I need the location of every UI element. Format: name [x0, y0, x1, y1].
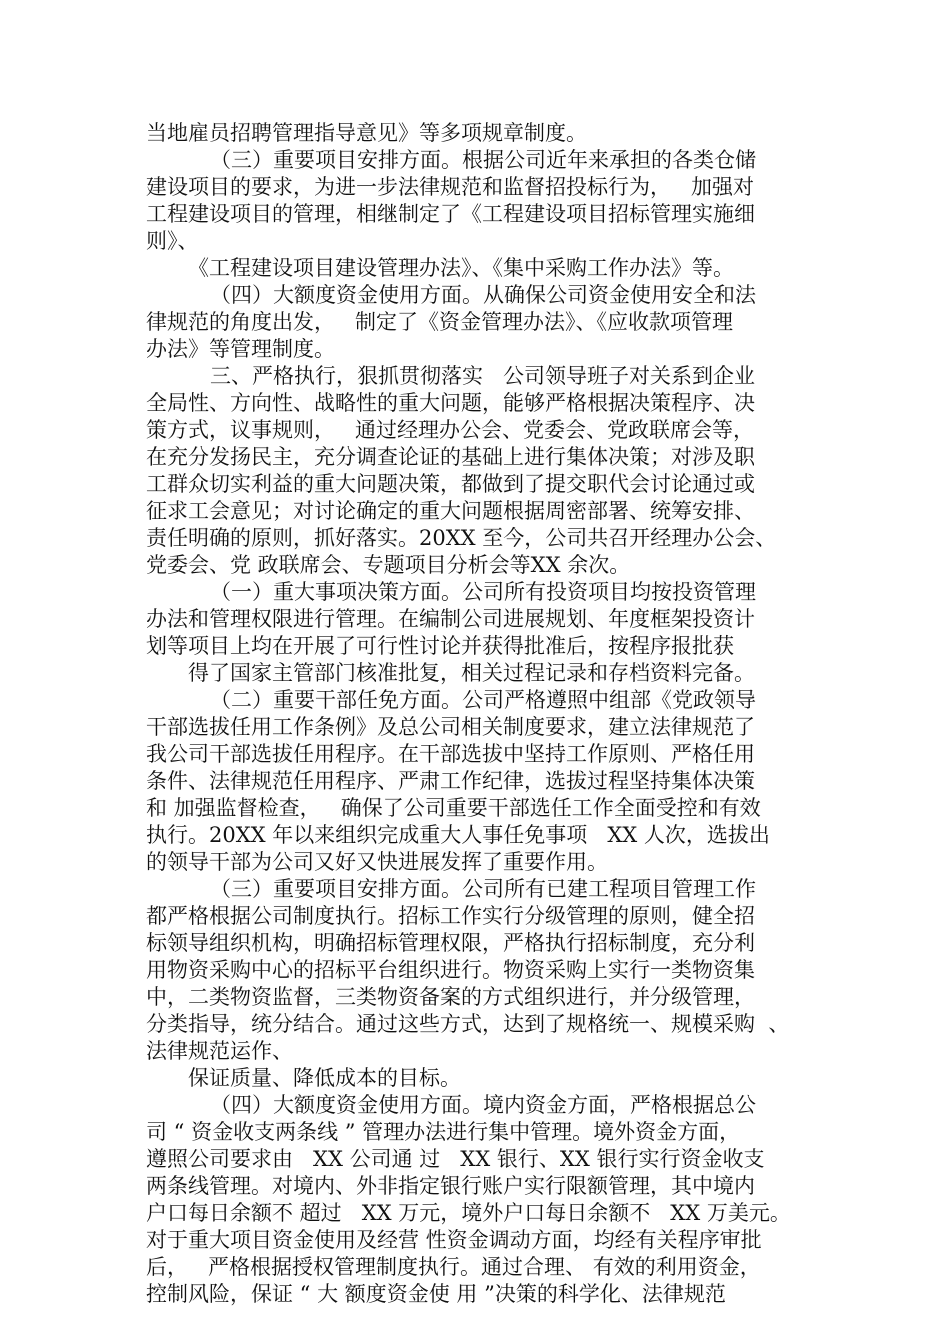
text-line: 控制风险，保证 “ 大 额度资金使 用 ”决策的科学化、法律规范 — [146, 1282, 726, 1306]
text-line: 则》、 — [146, 229, 199, 253]
text-line: （三）重要项目安排方面。公司所有已建工程项目管理工作 — [210, 877, 756, 901]
text-line: （三）重要项目安排方面。根据公司近年来承担的各类仓储 — [210, 148, 756, 172]
text-line: 和 加强监督检查， 确保了公司重要干部选任工作全面受控和有效 — [146, 796, 761, 820]
text-line: 都严格根据公司制度执行。招标工作实行分级管理的原则，健全招 — [146, 904, 755, 928]
text-line: 遵照公司要求由 XX 公司通 过 XX 银行、XX 银行实行资金收支 — [146, 1147, 765, 1171]
text-line: 三、严格执行，狠抓贯彻落实 公司领导班子对关系到企业 — [210, 364, 756, 388]
text-line: 分类指导，统分结合。通过这些方式，达到了规格统一、规模采购 、 — [146, 1012, 790, 1036]
text-line: 法律规范运作、 — [146, 1039, 293, 1063]
text-line: 标领导组织机构，明确招标管理权限，严格执行招标制度，充分利 — [146, 931, 755, 955]
text-line: 保证质量、降低成本的目标。 — [188, 1066, 461, 1090]
text-line: 策方式，议事规则， 通过经理办公会、党委会、党政联席会等， — [146, 418, 755, 442]
text-line: 的领导干部为公司又好又快进展发挥了重要作用。 — [146, 850, 608, 874]
text-line: 司 “ 资金收支两条线 ” 管理办法进行集中管理。境外资金方面， — [146, 1120, 741, 1144]
text-line: 律规范的角度出发， 制定了《资金管理办法》、《应收款项管理 — [146, 310, 734, 334]
text-line: 在充分发扬民主，充分调查论证的基础上进行集体决策；对涉及职 — [146, 445, 755, 469]
text-line: 建设项目的要求，为进一步法律规范和监督招投标行为， 加强对 — [146, 175, 755, 199]
text-line: 划等项目上均在开展了可行性讨论并获得批准后，按程序报批获 — [146, 634, 734, 658]
text-line: 工程建设项目的管理，相继制定了《工程建设项目招标管理实施细 — [146, 202, 755, 226]
text-line: 得了国家主管部门核准批复，相关过程记录和存档资料完备。 — [188, 661, 755, 685]
text-line: （四）大额度资金使用方面。境内资金方面，严格根据总公 — [210, 1093, 756, 1117]
text-line: 当地雇员招聘管理指导意见》等多项规章制度。 — [146, 121, 587, 145]
text-line: 后， 严格根据授权管理制度执行。通过合理、 有效的利用资金， — [146, 1255, 761, 1279]
text-line: 党委会、党 政联席会、专题项目分析会等XX 余次。 — [146, 553, 631, 577]
text-line: 我公司干部选拔任用程序。在干部选拔中坚持工作原则、严格任用 — [146, 742, 755, 766]
text-line: 责任明确的原则，抓好落实。20XX 至今，公司共召开经理办公会、 — [146, 526, 777, 550]
text-line: 《工程建设项目建设管理办法》、《集中采购工作办法》等。 — [188, 256, 734, 280]
text-line: 执行。20XX 年以来组织完成重大人事任免事项 XX 人次，选拔出 — [146, 823, 770, 847]
text-line: 全局性、方向性、战略性的重大问题，能够严格根据决策程序、决 — [146, 391, 755, 415]
text-line: 用物资采购中心的招标平台组织进行。物资采购上实行一类物资集 — [146, 958, 755, 982]
text-line: 工群众切实利益的重大问题决策，都做到了提交职代会讨论通过或 — [146, 472, 755, 496]
text-line: 办法》等管理制度。 — [146, 337, 335, 361]
text-line: 办法和管理权限进行管理。在编制公司进展规划、年度框架投资计 — [146, 607, 755, 631]
text-line: 户口每日余额不 超过 XX 万元，境外户口每日余额不 XX 万美元。 — [146, 1201, 791, 1225]
text-line: （一）重大事项决策方面。公司所有投资项目均按投资管理 — [210, 580, 756, 604]
text-line: 干部选拔任用工作条例》及总公司相关制度要求，建立法律规范了 — [146, 715, 755, 739]
text-line: 对于重大项目资金使用及经营 性资金调动方面，均经有关程序审批 — [146, 1228, 762, 1252]
text-line: 中，二类物资监督，三类物资备案的方式组织进行，并分级管理， — [146, 985, 755, 1009]
text-line: 征求工会意见；对讨论确定的重大问题根据周密部署、统筹安排、 — [146, 499, 755, 523]
text-line: 两条线管理。对境内、外非指定银行账户实行限额管理，其中境内 — [146, 1174, 755, 1198]
text-line: 条件、法律规范任用程序、严肃工作纪律，选拔过程坚持集体决策 — [146, 769, 755, 793]
text-line: （四）大额度资金使用方面。从确保公司资金使用安全和法 — [210, 283, 756, 307]
text-line: （二）重要干部任免方面。公司严格遵照中组部《党政领导 — [210, 688, 756, 712]
